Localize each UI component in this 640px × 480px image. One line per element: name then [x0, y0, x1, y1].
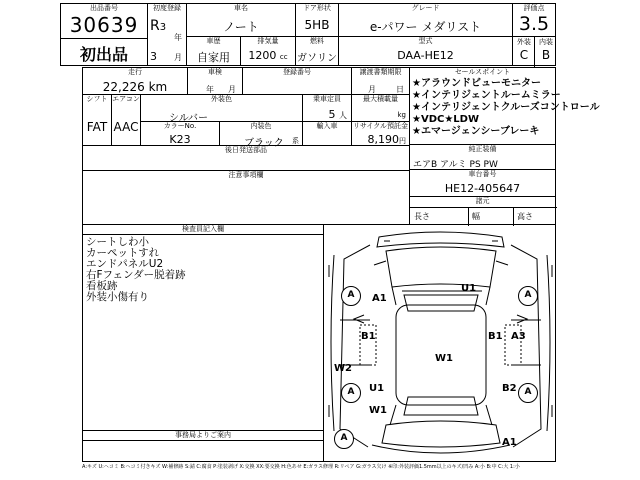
first-listing-cell [60, 38, 148, 66]
aftermarket-label: 後日発送部品 [225, 146, 267, 154]
recycle-label: リサイクル預託金 [352, 122, 409, 130]
damage-mark: W1 [369, 405, 387, 416]
shift-value: FAT [86, 120, 108, 134]
ext-color-value: シルバー [169, 113, 209, 124]
damage-mark: W1 [435, 353, 453, 364]
damage-mark: U1 [461, 283, 477, 294]
equipment-value: エアB アルミ PS PW [413, 160, 498, 170]
inspection-line: エンドパネルU2 [86, 258, 164, 270]
selling-point-item: ★VDC★LDW [412, 114, 480, 125]
registration-month: 3 [150, 50, 157, 63]
mileage-cell [82, 67, 188, 95]
wheel-mark-front-left: A [341, 286, 361, 306]
score-value: 3.5 [518, 13, 550, 35]
dimension-length-label: 長さ [414, 212, 430, 221]
selling-point-item: ★インテリジェントルームミラー [412, 90, 561, 101]
chassis-title: 車台番号 [468, 170, 497, 178]
ext-grade-label: 外装 [517, 38, 531, 46]
notes-label: 注意事項欄 [228, 171, 264, 179]
ac-cell [111, 94, 141, 146]
shift-label: シフト [86, 95, 108, 103]
mileage-unit: km [148, 80, 168, 94]
registration-year: 3 [159, 22, 167, 33]
recycle-cell [351, 121, 410, 146]
load-unit: kg [397, 111, 406, 119]
inspection-line: 外装小傷有り [86, 291, 149, 303]
lot-number-cell [60, 3, 148, 39]
door-value: 5HB [304, 18, 330, 32]
score-label: 評価点 [523, 4, 545, 12]
plate-cell [242, 67, 352, 95]
registration-label: 初度登録 [153, 4, 181, 12]
recycle-unit: 円 [399, 137, 406, 145]
selling-point-item: ★インテリジェントクルーズコントロール [412, 102, 600, 113]
inspection-date-label: 車検 [208, 68, 222, 76]
displacement-unit: cc [279, 53, 288, 61]
damage-mark: W2 [334, 363, 352, 374]
selling-point-item: ★エマージェンシーブレーキ [412, 126, 540, 137]
doc-day-unit: 日 [396, 85, 404, 94]
plate-label: 登録番号 [283, 68, 311, 76]
selling-point-item: ★アラウンドビューモニター [412, 78, 541, 89]
lot-number-label: 出品番号 [90, 4, 118, 12]
registration-month-unit: 月 [174, 53, 182, 62]
displacement-label: 排気量 [257, 37, 279, 45]
ac-value: AAC [113, 120, 139, 134]
int-color-cell [219, 121, 303, 149]
damage-mark: A1 [372, 293, 387, 304]
grade-cell [338, 3, 513, 37]
registration-cell [147, 3, 187, 66]
wheel-mark-spare: A [334, 429, 354, 449]
fuel-value: ガソリン [297, 53, 337, 64]
fuel-cell [295, 36, 339, 66]
color-no-cell [140, 121, 220, 146]
damage-mark: A3 [511, 331, 526, 342]
damage-mark: B1 [488, 331, 503, 342]
first-listing-badge: 初出品 [79, 45, 128, 64]
inspection-line: カーペットすれ [86, 247, 160, 259]
mileage-label: 走行 [128, 68, 142, 76]
ext-grade: C [519, 48, 529, 62]
chassis-panel [409, 169, 556, 197]
doc-deadline-label: 譲渡書類期限 [359, 68, 402, 76]
recycle-value: 8,190 [367, 133, 399, 146]
capacity-cell [302, 94, 352, 122]
selling-points-panel [409, 67, 600, 145]
inspection-title: 検査員記入欄 [83, 225, 323, 235]
aftermarket-cell [82, 145, 410, 171]
door-cell [295, 3, 339, 37]
ac-label: エアコン [112, 95, 140, 103]
ext-color-label: 外装色 [211, 95, 232, 103]
damage-mark: B2 [502, 383, 517, 394]
car-outline [324, 225, 557, 463]
int-color-suffix: 系 [292, 137, 299, 145]
car-diagram [323, 224, 556, 462]
inspection-date-cell [187, 67, 243, 95]
color-no-value: K23 [169, 133, 191, 146]
dimension-width-label: 幅 [472, 212, 480, 221]
import-cell [302, 121, 352, 146]
color-no-label: カラーNo. [163, 122, 197, 130]
int-grade-label: 内装 [539, 38, 553, 46]
registration-era: R [150, 18, 160, 34]
inspection-year-unit: 年 [206, 85, 214, 94]
registration-year-unit: 年 [174, 33, 182, 42]
door-label: ドア形状 [303, 4, 331, 12]
displacement-value: 1200 [248, 49, 277, 62]
type-label: 型式 [418, 37, 433, 45]
damage-mark: B1 [361, 331, 376, 342]
model-label: 車名 [234, 4, 248, 12]
int-color-label: 内装色 [250, 122, 272, 130]
selling-points-title: セールスポイント [454, 68, 511, 76]
ext-color-cell [140, 94, 303, 122]
capacity-unit: 人 [339, 111, 347, 120]
grade-label: グレード [411, 4, 440, 12]
inspection-panel [82, 224, 324, 431]
notes-cell [82, 170, 410, 225]
inspection-line: シートしわ小 [86, 236, 149, 248]
damage-mark: U1 [369, 383, 385, 394]
dimensions-panel [409, 196, 556, 225]
load-cell [351, 94, 410, 122]
ext-int-grade-cell [512, 36, 556, 66]
inspection-line: 右Fフェンダー脱着跡 [86, 269, 186, 281]
equipment-title: 純正装備 [468, 145, 497, 153]
office-title: 事務局よりご案内 [83, 431, 323, 441]
wheel-mark-front-right: A [518, 286, 538, 306]
mileage-value: 22,226 [102, 80, 145, 94]
int-grade: B [541, 48, 551, 62]
use-cell [186, 36, 241, 66]
wheel-mark-rear-left: A [341, 383, 361, 403]
damage-mark: A1 [502, 437, 517, 448]
import-label: 輸入車 [316, 122, 338, 130]
model-name: ノート [223, 20, 259, 34]
equipment-panel [409, 144, 556, 170]
use-label: 車歴 [206, 37, 221, 45]
shift-cell [82, 94, 112, 146]
type-value: DAA-HE12 [397, 49, 454, 62]
doc-deadline-cell [351, 67, 410, 95]
doc-month-unit: 月 [368, 85, 376, 94]
lot-number: 30639 [69, 13, 139, 37]
model-cell [186, 3, 296, 37]
office-panel [82, 430, 324, 462]
wheel-mark-rear-right: A [518, 383, 538, 403]
legend-footer: A:キズ U:ヘコミ B:ヘコミ付きキズ W:補修跡 S:錆 C:腐食 P:塗装剥げ X:交換 XX:要交換 H:色あせ E:ガラス修理 R:リペア G:ガラス欠け ※印:外装評価1.5mm以上のキズ/凹み A:小 B:中 C:大 1:小 [82, 464, 520, 470]
capacity-value: 5 [328, 108, 336, 121]
dimension-height-label: 高さ [517, 212, 533, 221]
chassis-value: HE12-405647 [444, 182, 521, 195]
inspection-line: 看板跡 [86, 280, 118, 292]
load-label: 最大積載量 [363, 95, 398, 103]
capacity-label: 乗車定員 [313, 95, 341, 103]
inspection-month-unit: 月 [228, 85, 236, 94]
score-cell [512, 3, 556, 37]
fuel-label: 燃料 [310, 37, 324, 45]
grade-value: e-パワー メダリスト [369, 20, 482, 34]
displacement-cell [240, 36, 296, 66]
use-value: 自家用 [197, 51, 230, 64]
int-color-value: ブラック [244, 138, 284, 149]
type-cell [338, 36, 513, 66]
dimensions-title: 諸元 [475, 197, 490, 205]
